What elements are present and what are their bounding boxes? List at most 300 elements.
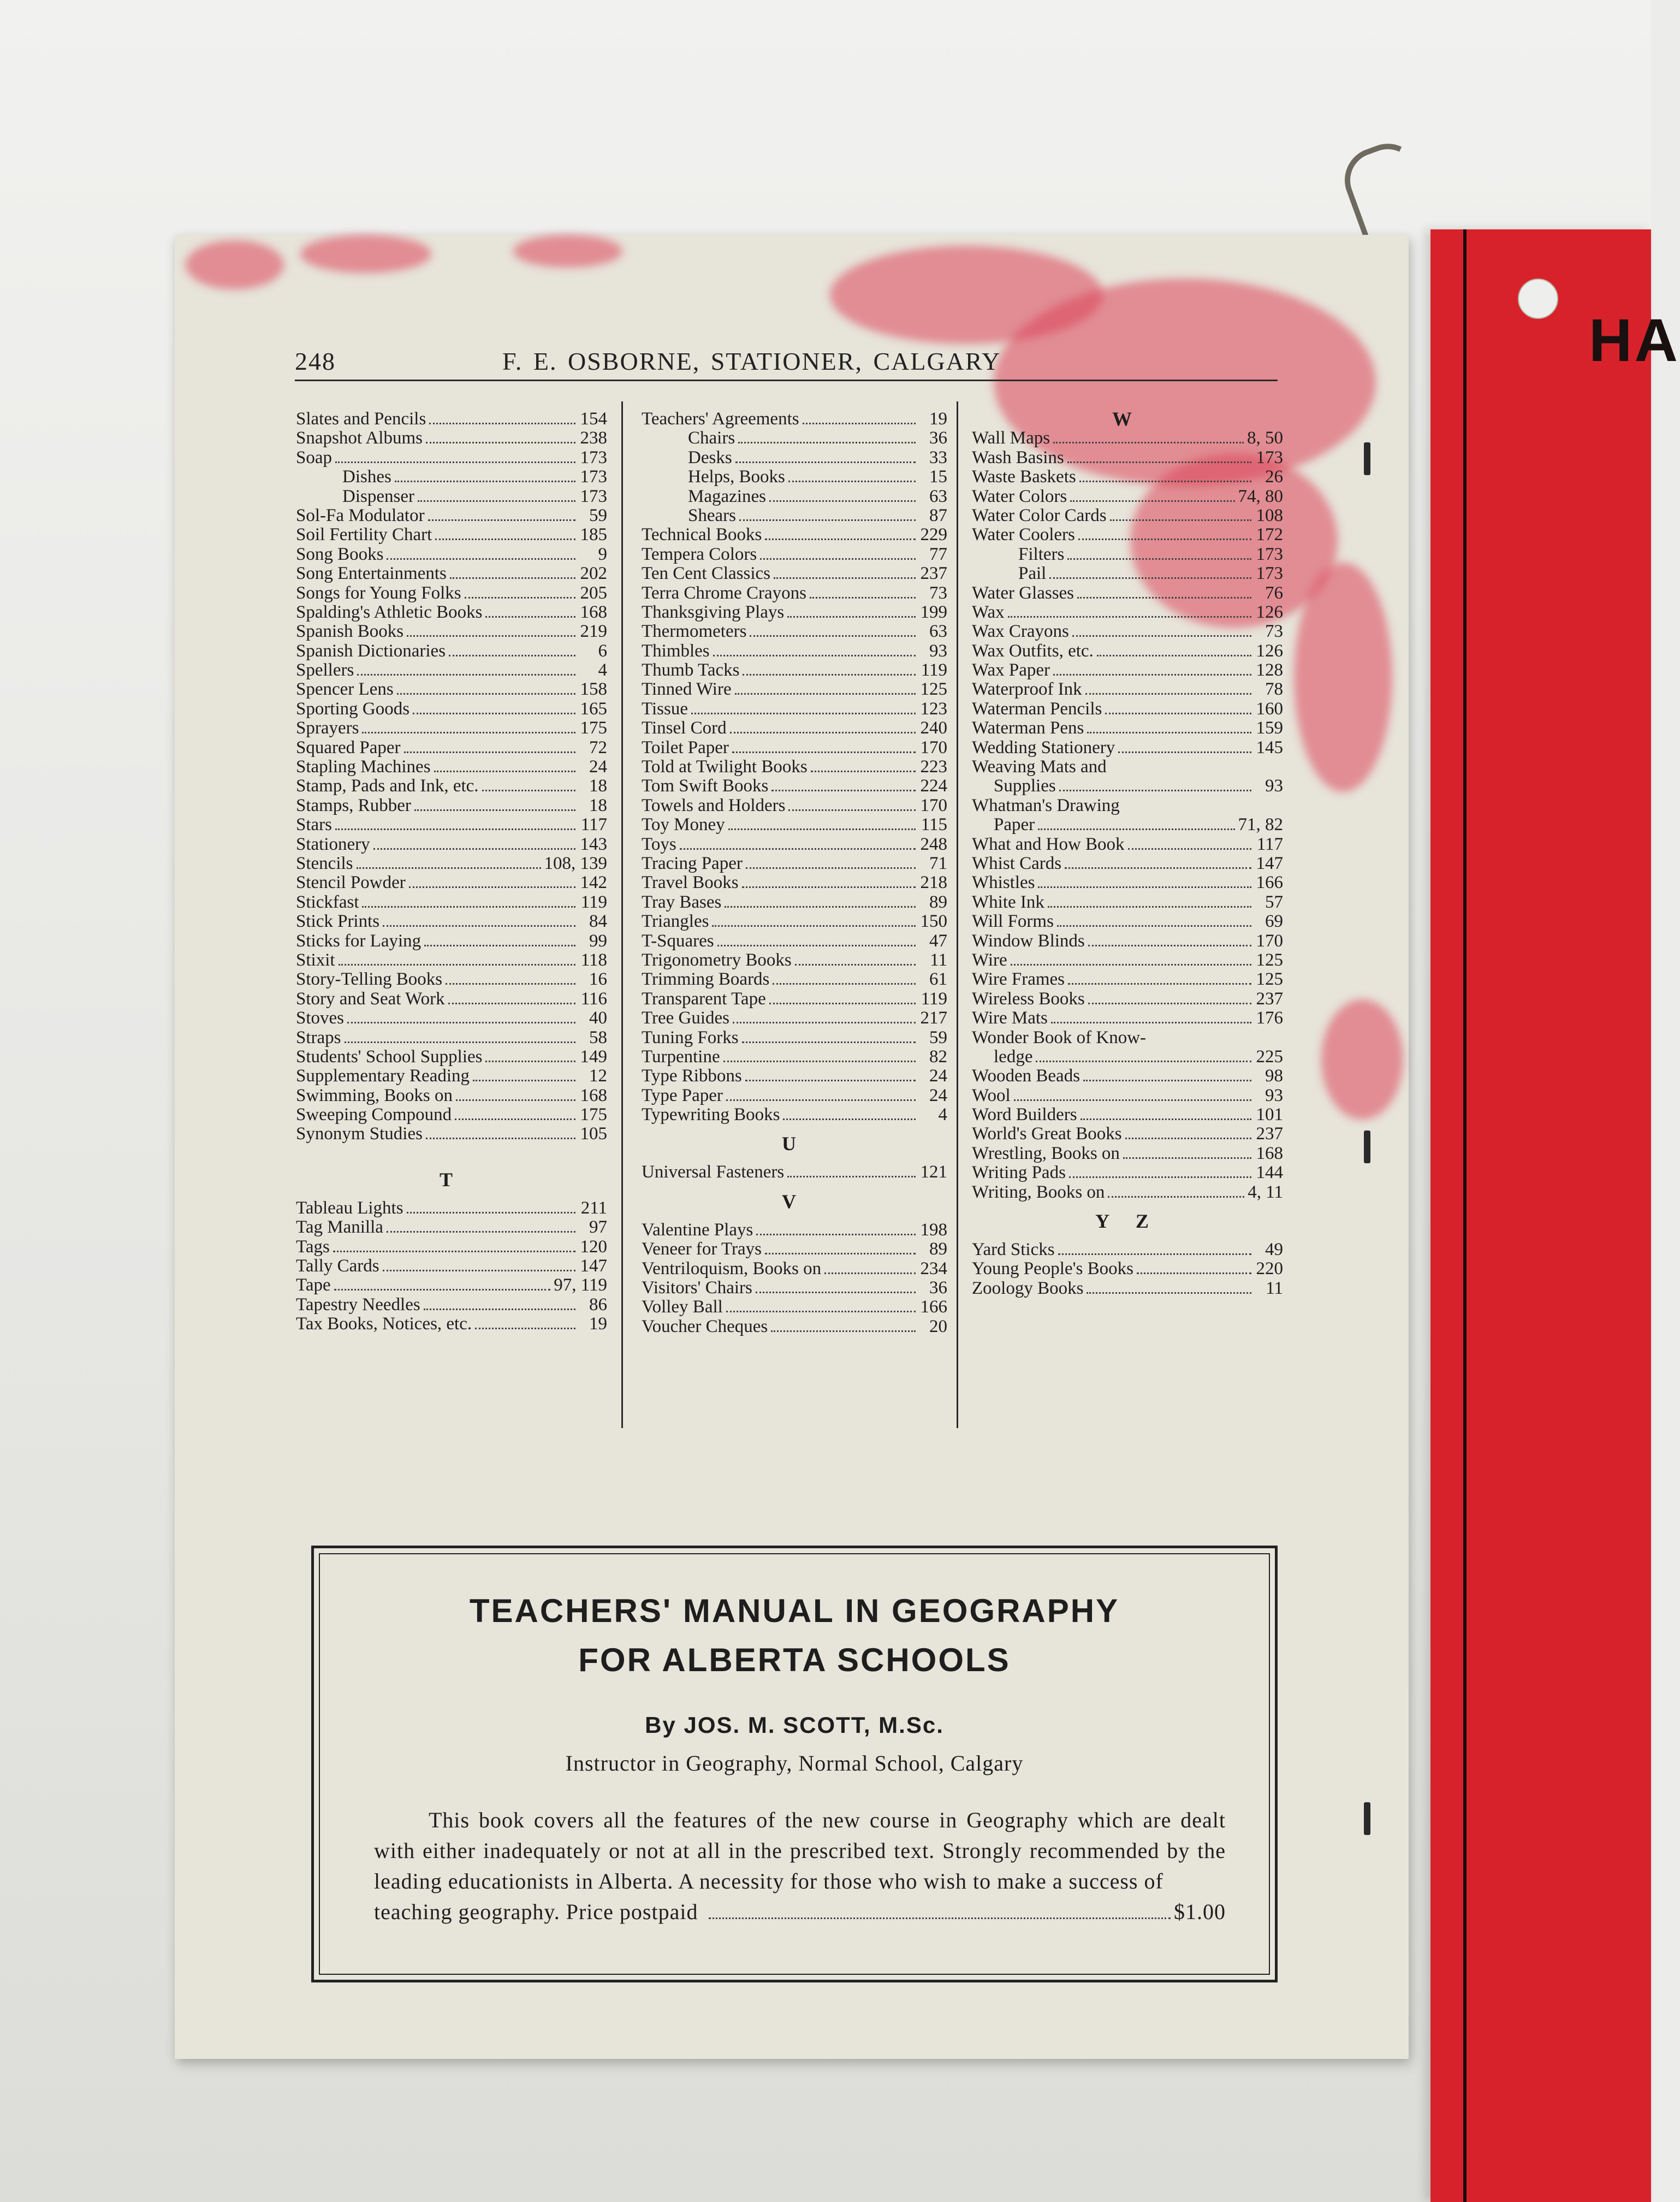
entry-page: 173 [1256,564,1283,584]
entry-page: 234 [920,1258,947,1278]
index-entry [296,738,607,757]
entry-name: World's Great Books [972,1124,1122,1144]
ad-author-role: Instructor in Geography, Normal School, Calgary [565,1751,1024,1775]
entry-page: 173 [1256,544,1283,564]
index-entry [642,1086,947,1105]
index-entry [642,622,947,641]
entry-name: Told at Twilight Books [642,757,808,777]
index-entry [642,1317,947,1336]
entry-page: 126 [1256,602,1283,622]
index-entry [296,932,607,951]
leader-dots [1077,597,1251,599]
leader-dots [824,1272,916,1274]
leader-dots [428,519,575,521]
entry-name: Snapshot Albums [296,428,423,448]
entry-page: 160 [1256,699,1283,719]
entry-name: Ten Cent Classics [642,564,770,584]
leader-dots [1058,1253,1251,1255]
stitch [1364,1130,1370,1163]
entry-name: What and How Book [972,834,1125,854]
leader-dots [788,481,916,482]
entry-name: Typewriting Books [642,1105,780,1125]
entry-page: 89 [929,892,947,912]
index-entry [972,700,1283,719]
index-entry [642,1259,947,1278]
leader-dots [732,751,916,753]
entry-page: 172 [1256,525,1283,545]
entry-page: 128 [1256,660,1283,680]
leader-dots [726,1311,916,1312]
entry-name: Stars [296,815,332,835]
entry-name: Ventriloquism, Books on [642,1258,822,1278]
index-entry [296,1067,607,1086]
entry-page: 97, 119 [554,1275,607,1295]
index-entry [642,584,947,603]
leader-dots [765,1253,916,1254]
entry-page: 8, 50 [1247,428,1283,448]
index-entry [642,1028,947,1047]
index-entry [972,1105,1283,1124]
index-entry [972,1259,1283,1278]
entry-name: Water Coolers [972,525,1075,545]
index-entry [642,777,947,796]
entry-page: 168 [580,602,607,622]
index-entry [642,429,947,448]
leader-dots [1065,867,1251,869]
leader-dots [1123,1157,1251,1159]
leader-dots [1011,964,1251,966]
index-entry [972,1028,1283,1047]
entry-page: 82 [929,1046,947,1067]
index-entry [642,796,947,815]
index-entry [642,1047,947,1067]
index-entry [972,738,1283,757]
index-entry [296,700,607,719]
entry-page: 217 [920,1008,947,1028]
index-entry [296,429,607,448]
entry-page: 158 [580,679,607,700]
entry-name: Thimbles [642,641,710,661]
entry-name: Stamp, Pads and Ink, etc. [296,776,479,796]
entry-page: 117 [580,815,607,835]
index-entry [972,970,1283,989]
entry-page: 77 [929,544,947,564]
entry-page: 108, 139 [544,853,607,873]
entry-name: Wire Frames [972,969,1065,990]
entry-page: 173 [580,486,607,506]
entry-page: 159 [1256,718,1283,738]
entry-name: Slates and Pencils [296,409,426,429]
entry-page: 185 [580,525,607,545]
leader-dots [1108,1196,1244,1198]
entry-name: Wax Outfits, etc. [972,641,1094,661]
entry-page: 125 [1256,950,1283,970]
entry-page: 11 [930,950,947,970]
index-entry [296,1199,607,1218]
entry-name: Terra Chrome Crayons [642,583,806,603]
entry-name: Waste Baskets [972,467,1076,487]
index-entry [296,893,607,912]
leader-dots [743,674,916,676]
leader-dots [742,886,916,888]
entry-page: 57 [1265,892,1283,912]
index-entry [296,757,607,777]
index-entry [972,603,1283,622]
leader-dots [1059,790,1251,791]
entry-name: Triangles [642,911,709,932]
index-entry [642,1009,947,1028]
entry-name: Volley Ball [642,1297,723,1317]
leader-dots [395,481,575,482]
leader-dots [1067,461,1251,463]
leader-dots [429,423,575,424]
entry-name: Yard Sticks [972,1240,1055,1260]
leader-dots [756,1234,916,1235]
entry-page: 15 [929,467,947,487]
index-entry [972,661,1283,680]
leader-dots [1125,1138,1251,1139]
index-entry [972,1067,1283,1086]
entry-name: Towels and Holders [642,795,786,815]
index-entry [642,487,947,506]
entry-name: Wireless Books [972,988,1085,1009]
index-entry [642,815,947,834]
entry-page: 93 [1265,776,1283,796]
index-entry [296,584,607,603]
leader-dots [725,906,916,908]
leader-dots [1057,925,1251,927]
index-entry [972,912,1283,931]
index-entry [642,661,947,680]
entry-name: Wool [972,1085,1011,1105]
leader-dots [691,713,916,714]
index-entry [642,873,947,892]
stain [186,240,284,289]
entry-page: 20 [929,1316,947,1336]
index-entry [296,1028,607,1047]
entry-page: 16 [589,969,607,990]
entry-name: Voucher Cheques [642,1316,768,1336]
index-entry [972,1124,1283,1144]
entry-page: 69 [1265,911,1283,932]
leader-dots [1053,674,1251,676]
entry-page: 19 [929,409,947,429]
running-header [295,347,1278,381]
leader-dots [726,1099,916,1101]
index-column-2 [642,410,947,1336]
leader-dots [475,1328,575,1329]
entry-page: 219 [580,621,607,642]
entry-page: 223 [920,757,947,777]
index-entry [972,873,1283,892]
index-entry [296,680,607,699]
index-entry [642,738,947,757]
entry-name: Dispenser [342,486,414,506]
index-entry [642,700,947,719]
advertisement-box [311,1546,1278,1982]
entry-page: 125 [920,679,947,700]
entry-page: 199 [920,602,947,622]
index-entry [972,854,1283,873]
entry-page: 59 [589,505,607,525]
entry-name: Wire Mats [972,1008,1048,1028]
entry-page: 123 [920,699,947,719]
leader-dots [735,693,916,695]
section-heading-yz: Y Z [1095,1210,1160,1233]
entry-page: 33 [929,447,947,467]
leader-dots [1105,713,1251,714]
entry-name: Water Color Cards [972,505,1107,525]
entry-name: Students' School Supplies [296,1046,483,1067]
entry-page: 59 [929,1027,947,1047]
leader-dots [1097,655,1251,656]
leader-dots [1079,481,1251,482]
index-entry [972,1047,1283,1067]
index-entry [296,815,607,834]
entry-page: 24 [929,1066,947,1086]
entry-page: 119 [921,660,947,680]
index-entry [642,506,947,525]
leader-dots [765,538,916,540]
index-entry [296,912,607,931]
leader-dots [407,635,575,637]
index-entry [642,1067,947,1086]
entry-name: Story and Seat Work [296,988,445,1009]
index-entry [972,757,1283,777]
entry-name: T-Squares [642,931,714,951]
leader-dots [774,577,916,579]
entry-name: Squared Paper [296,737,401,757]
entry-page: 224 [920,776,947,796]
index-entry [972,680,1283,699]
leader-dots [456,1099,575,1101]
entry-page: 119 [580,892,607,912]
entry-page: 9 [598,544,607,564]
index-entry [642,932,947,951]
leader-dots [788,809,916,811]
leader-dots [482,790,575,791]
entry-page: 49 [1265,1240,1283,1260]
leader-dots [1008,616,1251,618]
leader-dots [1128,848,1251,850]
index-entry [296,777,607,796]
entry-name: Swimming, Books on [296,1085,453,1105]
index-entry [296,467,607,487]
entry-page: 72 [589,737,607,757]
entry-page: 97 [589,1217,607,1238]
index-entry [972,893,1283,912]
entry-name: Supplementary Reading [296,1066,470,1086]
leader-dots [783,1118,916,1120]
leader-dots [407,1212,575,1214]
leader-dots [1036,1061,1251,1062]
entry-name: Stamps, Rubber [296,795,411,815]
entry-name: Wall Maps [972,428,1050,448]
cover-rule [1463,229,1467,2202]
ad-title-line-1: TEACHERS' MANUAL IN GEOGRAPHY [469,1593,1120,1629]
index-entry [296,1218,607,1237]
index-entry [642,951,947,970]
section-heading-t: T [439,1168,464,1191]
entry-name: Spencer Lens [296,679,394,700]
entry-page: 18 [589,776,607,796]
entry-name: Tempera Colors [642,544,757,564]
entry-name: Tax Books, Notices, etc. [296,1314,472,1334]
entry-page: 78 [1265,679,1283,700]
leader-dots [723,1061,916,1062]
leader-dots [448,1003,575,1004]
leader-dots [742,1041,916,1043]
leader-dots [335,828,575,830]
entry-page: 63 [929,486,947,506]
index-entry [972,777,1283,796]
stain [300,235,431,273]
leader-dots [769,500,916,502]
index-entry [296,873,607,892]
leader-dots [1048,906,1251,908]
entry-page: 154 [580,409,607,429]
leader-dots [717,945,916,946]
index-entry [972,1144,1283,1163]
entry-page: 202 [580,564,607,584]
leader-dots [746,867,916,869]
index-entry [296,1315,607,1334]
index-entry [296,796,607,815]
column-rule [957,401,958,1428]
entry-name: Zoology Books [972,1278,1084,1298]
leader-dots [485,1061,575,1062]
entry-page: 4 [598,660,607,680]
index-entry [642,970,947,989]
leader-dots [728,828,916,830]
entry-page: 36 [929,428,947,448]
index-entry [296,506,607,525]
entry-page: 165 [580,699,607,719]
entry-name: Spanish Books [296,621,404,642]
entry-page: 101 [1256,1105,1283,1125]
leader-dots [709,1917,1171,1919]
ad-title-line-2: FOR ALBERTA SCHOOLS [578,1642,1011,1678]
entry-name: Dishes [342,467,391,487]
index-entry [972,796,1283,815]
index-entry [296,642,607,661]
entry-name: Soil Fertility Chart [296,525,432,545]
entry-page: 176 [1256,1008,1283,1028]
entry-name: Tray Bases [642,892,722,912]
entry-name: Pail [1018,564,1047,584]
entry-page: 117 [1256,834,1283,854]
index-entry [296,719,607,738]
entry-page: 118 [580,950,607,970]
entry-name: Turpentine [642,1046,720,1067]
index-entry [296,951,607,970]
entry-page: 4 [938,1105,947,1125]
entry-page: 108 [1256,505,1283,525]
index-entry [642,1278,947,1298]
index-entry [296,1276,607,1295]
entry-name: Sprayers [296,718,359,738]
index-entry [642,1240,947,1259]
entry-page: 170 [920,795,947,815]
entry-page: 74, 80 [1238,486,1283,506]
leader-dots [733,1022,916,1023]
leader-dots [333,1251,575,1252]
entry-page: 99 [589,931,607,951]
entry-page: 93 [1265,1085,1283,1105]
entry-name: Spanish Dictionaries [296,641,446,661]
leader-dots [435,538,575,540]
entry-name: Toy Money [642,815,725,835]
entry-name: ledge [994,1046,1033,1067]
leader-dots [465,597,575,599]
leader-dots [450,577,575,579]
entry-name: Technical Books [642,525,762,545]
entry-name: Sweeping Compound [296,1105,452,1125]
entry-name: Spalding's Athletic Books [296,602,483,622]
entry-name: Waterman Pencils [972,699,1102,719]
index-entry [642,757,947,777]
leader-dots [1067,558,1251,560]
entry-page: 73 [929,583,947,603]
entry-page: 84 [589,911,607,932]
entry-name: Supplies [994,776,1056,796]
entry-name: Helps, Books [688,467,785,487]
index-entry [296,1124,607,1144]
index-entry [642,448,947,467]
index-entry [972,835,1283,854]
leader-dots [712,925,916,927]
entry-page: 47 [929,931,947,951]
entry-name: White Ink [972,892,1044,912]
index-entry [972,622,1283,641]
leader-dots [1038,828,1234,830]
leader-dots [345,1041,576,1043]
entry-name: Wooden Beads [972,1066,1081,1086]
entry-name: Wire [972,950,1007,970]
entry-page: 145 [1256,737,1283,757]
index-entry [296,603,607,622]
entry-name: Waterman Pens [972,718,1084,738]
page-number: 248 [295,347,336,375]
entry-page: 168 [1256,1143,1283,1163]
entry-page: 93 [929,641,947,661]
index-entry [642,1298,947,1317]
index-entry [642,545,947,564]
index-entry [296,448,607,467]
entry-name: Chairs [688,428,735,448]
index-entry [642,912,947,931]
index-entry [642,1221,947,1240]
red-cover [1430,229,1680,2202]
index-entry [642,719,947,738]
entry-page: 175 [580,718,607,738]
entry-name: Whatman's Drawing [972,795,1120,815]
entry-name: Window Blinds [972,931,1085,951]
entry-page: 218 [920,873,947,893]
leader-dots [1085,693,1251,695]
entry-page: 220 [1256,1259,1283,1279]
section-heading-v: V [782,1190,807,1212]
leader-dots [383,925,575,927]
entry-page: 11 [1266,1278,1283,1298]
entry-page: 173 [580,467,607,487]
entry-name: Tree Guides [642,1008,730,1028]
leader-dots [424,1309,575,1310]
entry-page: 86 [589,1294,607,1315]
entry-name: Water Glasses [972,583,1075,603]
leader-dots [1081,1118,1251,1120]
entry-name: Tinned Wire [642,679,732,700]
